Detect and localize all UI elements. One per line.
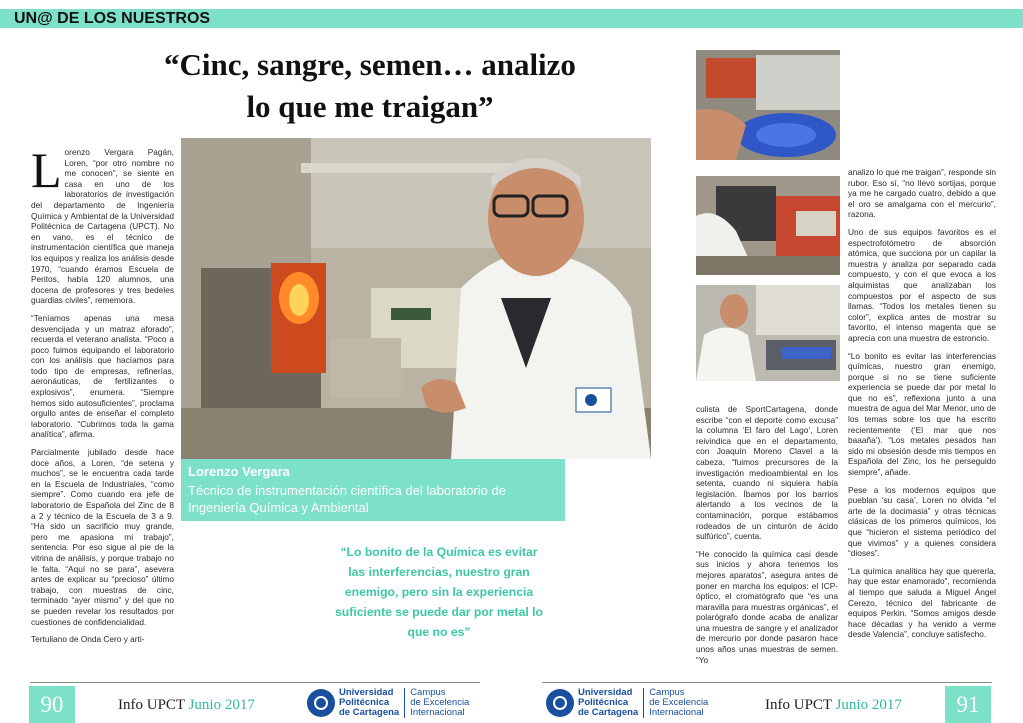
page-number-left: 90 bbox=[29, 686, 75, 723]
article-column-1 bbox=[31, 142, 174, 652]
campus-text: Campus bbox=[410, 687, 446, 698]
logo-text: Politécnica bbox=[578, 697, 629, 708]
campus-text: Internacional bbox=[410, 707, 465, 718]
logo-text: Universidad bbox=[339, 687, 394, 698]
footer-magazine-left bbox=[118, 697, 255, 714]
article-column-3 bbox=[848, 167, 996, 647]
headline-line-2: lo que me traigan” bbox=[246, 89, 494, 124]
page-number-right: 91 bbox=[945, 686, 991, 723]
photo-lab-equipment bbox=[696, 176, 840, 275]
footer-rule-right bbox=[542, 682, 992, 683]
paragraph: “Teníamos apenas una mesa desvencijada y un matraz aforado”, recuerda el veterano analista. “Poco a poco fuimos equipando el laboratorio con los análisis que hacíamos para todo tipo de empresas, refinerías, aeronáuticas, de fertilizantes o explosivos”, enumera. “Siempre hemos sido autosuficientes”, proclama orgullo antes de enseñar el completo laboratorio. “Cubrimos toda la gama analítica”, afirma. bbox=[31, 312, 174, 440]
magazine-name: Info UPCT bbox=[765, 697, 832, 713]
article-headline bbox=[80, 44, 660, 128]
logo-divider bbox=[643, 688, 644, 718]
main-photo-lab-technician bbox=[181, 138, 651, 459]
campus-text: Internacional bbox=[649, 707, 704, 718]
logo-text: Politécnica bbox=[339, 697, 390, 708]
article-column-2 bbox=[696, 404, 838, 672]
caption-role: Técnico de instrumentación científica del laboratorio de Ingeniería Química y Ambiental bbox=[188, 483, 506, 515]
paragraph: Tertuliano de Onda Cero y arti- bbox=[31, 634, 145, 645]
logo-divider bbox=[404, 688, 405, 718]
paragraph: culista de SportCartagena, donde escribe “con el deporte como excusa” la columna ‘El faro del Lago’, Loren reivindica que en el departamento, con Joaquín Moreno Clavel a la cabeza, “fuimos precursores de la investigación medioambiental en los setenta, cuando ni siquiera había legislación. Íbamos por los barrios alertando a los vecinos de la contaminación, porque estábamos rodeados de un cinturón de ácido sulfúrico”, cuenta. bbox=[696, 404, 838, 542]
paragraph: “Lo bonito es evitar las interferencias químicas, nuestro gran enemigo, porque si no se tiene suficiente experiencia se puede dar por metal lo que no es”, reflexiona junto a una muestra de agua del Mar Menor, uno de los temas sobre los que ha escrito recientemente (‘El mar que nos baaaña’). “Los metales pesados han sido mi obsesión desde mis tiempos en Española del Zinc, los he perseguido siempre”, añade. bbox=[848, 350, 996, 478]
section-title: UN@ DE LOS NUESTROS bbox=[14, 10, 211, 27]
caption-name: Lorenzo Vergara bbox=[188, 464, 290, 479]
campus-text: Campus bbox=[649, 687, 685, 698]
photo-technician-at-instrument bbox=[696, 285, 840, 381]
paragraph: Pese a los modernos equipos que pueblan ‘su casa’, Loren no olvida “el arte de la docimasia” y otras técnicas clásicas de los primeros químicos, los que “hicieron el sistema periódico del que vivimos” y a quienes considera “dioses”. bbox=[848, 484, 996, 559]
campus-text: de Excelencia bbox=[649, 697, 709, 708]
paragraph: analizo lo que me traigan”, responde sin rubor. Eso sí, “no llevo sortijas, porque ya me he cargado cuatro, debido a que el oro se amalgama con el mercurio”, razona. bbox=[848, 167, 996, 220]
issue-date: Junio 2017 bbox=[188, 697, 255, 713]
upct-logo-right bbox=[546, 688, 708, 718]
headline-line-1: “Cinc, sangre, semen… analizo bbox=[164, 47, 576, 82]
drop-cap: L bbox=[31, 142, 62, 198]
logo-text: de Cartagena bbox=[578, 707, 639, 718]
paragraph: Uno de sus equipos favoritos es el espectrofotómetro de absorción atómica, que succiona por un capilar la muestra y analiza por separado cada compuesto, y con el que evoca a los alquimistas que analizaban los compuestos por el aspecto de sus llamas. “Todos los metales tienen su color”, explica antes de mostrar su favorito, el intenso magenta que se aprecia con una muestra de estroncio. bbox=[848, 226, 996, 343]
upct-logo-left bbox=[307, 688, 469, 718]
paragraph: “He conocido la química casi desde sus inicios y ahora tenemos los mejores aparatos”, asegura antes de poner en marcha los equipos: el ICP-óptico, el cromatógrafo que “es una maravilla para muestras orgánicas”, el polarógrafo donde acaba de analizar una muestra de sangre y el analizador de mercurio por donde pasaron hace unos años unas muestras de semen. “Yo bbox=[696, 548, 838, 665]
campus-text: de Excelencia bbox=[410, 697, 470, 708]
pull-quote: “Lo bonito de la Química es evitar las interferencias, nuestro gran enemigo, pero sin la experiencia suficiente se puede dar por metal lo que no es” bbox=[335, 545, 543, 639]
upct-seal-icon bbox=[546, 689, 574, 717]
paragraph: orenzo Vergara Pagán, Loren, “por otro nombre no me conocen”, se siente en casa en uno de los laboratorios de investigación del departamento de Ingeniería Química y Ambiental de la Universidad Politécnica de Cartagena (UPCT). No en vano, es el técnico de instrumentación científica que maneja los equipos y realiza los análisis desde 1970, “cuando éramos Escuela de Peritos, había 120 alumnos, una docena de profesores y tres bedeles guardias civiles”, rememora. bbox=[31, 147, 174, 306]
paragraph: Parcialmente jubilado desde hace doce años, a Loren, “de setena y muchos”, se le encuentra cada tarde en la Escuela de Industriales, “como siempre”. Como cuando era jefe de laboratorio de Española del Zinc de 8 a 2 y técnico de la Escuela de 3 a 9. “Ha sido un sacrificio muy grande, pero me apasiona mi trabajo”, sentencia. Por eso sigue al pie de la vitrina de análisis, y porque trabajo no le falta. “Aquí no se para”, asevera antes de explicar su “precioso” último trabajo, con muestras de cinc, terminado “ayer mismo” y del que no se pueden revelar los resultados por cuestiones de confidencialidad. bbox=[31, 447, 174, 627]
magazine-name: Info UPCT bbox=[118, 697, 185, 713]
footer-magazine-right bbox=[765, 697, 902, 714]
logo-text: de Cartagena bbox=[339, 707, 400, 718]
upct-seal-icon bbox=[307, 689, 335, 717]
issue-date: Junio 2017 bbox=[835, 697, 902, 713]
logo-text: Universidad bbox=[578, 687, 633, 698]
photo-sample-carousel bbox=[696, 50, 840, 160]
footer-rule-left bbox=[30, 682, 480, 683]
paragraph: “La química analítica hay que quererla, hay que estar enamorado”, recomienda al tiempo que saluda a Miguel Ángel Cerezo, técnico del fabricante de equipos Perkin. “Somos amigos desde hace décadas y ha venido a verme desde Valencia”, concluye satisfecho. bbox=[848, 565, 996, 640]
